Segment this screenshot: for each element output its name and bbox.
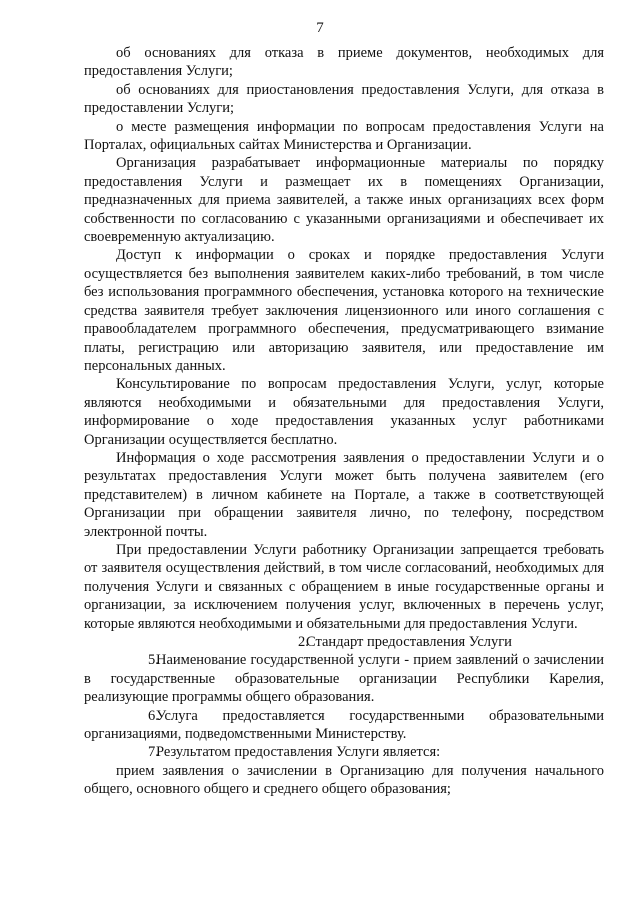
section-number: 2.	[298, 634, 309, 650]
paragraph: прием заявления о зачислении в Организацию для получения начального общего, основного общего и среднего общего образования;	[84, 762, 604, 798]
paragraph: Консультирование по вопросам предоставления Услуги, услуг, которые являются необходимыми и обязательными для предоставления Услуги, информирование о ходе предоставления указанных услуг работниками Организации осуществляется бесплатно.	[84, 376, 604, 448]
paragraph: Организация разрабатывает информационные материалы по порядку предоставления Услуги и размещает их в помещениях Организации, предназначенных для приема заявителей, а также иных организациях всех форм собственности по согласованию с указанными организациями и обеспечивает их своевременную актуализацию.	[84, 155, 604, 246]
item-number: 6.	[148, 707, 159, 724]
paragraph: Доступ к информации о сроках и порядке предоставления Услуги осуществляется без выполнения заявителем каких-либо требований, в том числе без использования программного обеспечения, установка которого на технические средства заявителя требует заключения лицензионного или иного соглашения с правообладателем программного обеспечения, предусматривающего взимание платы, регистрацию или авторизацию заявителя, или предоставление им персональных данных.	[84, 247, 604, 374]
paragraph: об основаниях для приостановления предоставления Услуги, для отказа в предоставлении Услуги;	[84, 81, 604, 117]
numbered-item	[84, 707, 604, 744]
paragraph: При предоставлении Услуги работнику Организации запрещается требовать от заявителя осуществления действий, в том числе согласований, необходимых для получения Услуги и связанных с обращением в иные государственные органы и организации, за исключением получения услуг, включенных в перечень услуг, которые являются необходимыми и обязательными для предоставления Услуги.	[84, 541, 604, 632]
page-number: 7	[316, 20, 324, 36]
section-title: Стандарт предоставления Услуги	[306, 634, 512, 650]
item-number: 5.	[148, 652, 159, 669]
item-text: Наименование государственной услуги - прием заявлений о зачислении в государственные образовательные организации Республики Карелия, реализующие программы общего образования.	[84, 652, 604, 706]
numbered-item	[84, 743, 604, 761]
item-text: Услуга предоставляется государственными образовательными организациями, подведомственными Министерству.	[84, 707, 604, 743]
section-heading	[84, 633, 604, 651]
numbered-item	[84, 651, 604, 706]
paragraph: Информация о ходе рассмотрения заявления о предоставлении Услуги и о результатах предоставления Услуги может быть получена заявителем (его представителем) в личном кабинете на Портале, а также в соответствующей Организации при обращении заявителя лично, по телефону, посредством электронной почты.	[84, 449, 604, 540]
document-body	[84, 44, 604, 799]
paragraph: об основаниях для отказа в приеме документов, необходимых для предоставления Услуги;	[84, 45, 604, 80]
item-number: 7.	[148, 744, 159, 761]
paragraph: о месте размещения информации по вопросам предоставления Услуги на Порталах, официальных сайтах Министерства и Организации.	[84, 118, 604, 154]
item-text: Результатом предоставления Услуги является:	[156, 744, 441, 761]
